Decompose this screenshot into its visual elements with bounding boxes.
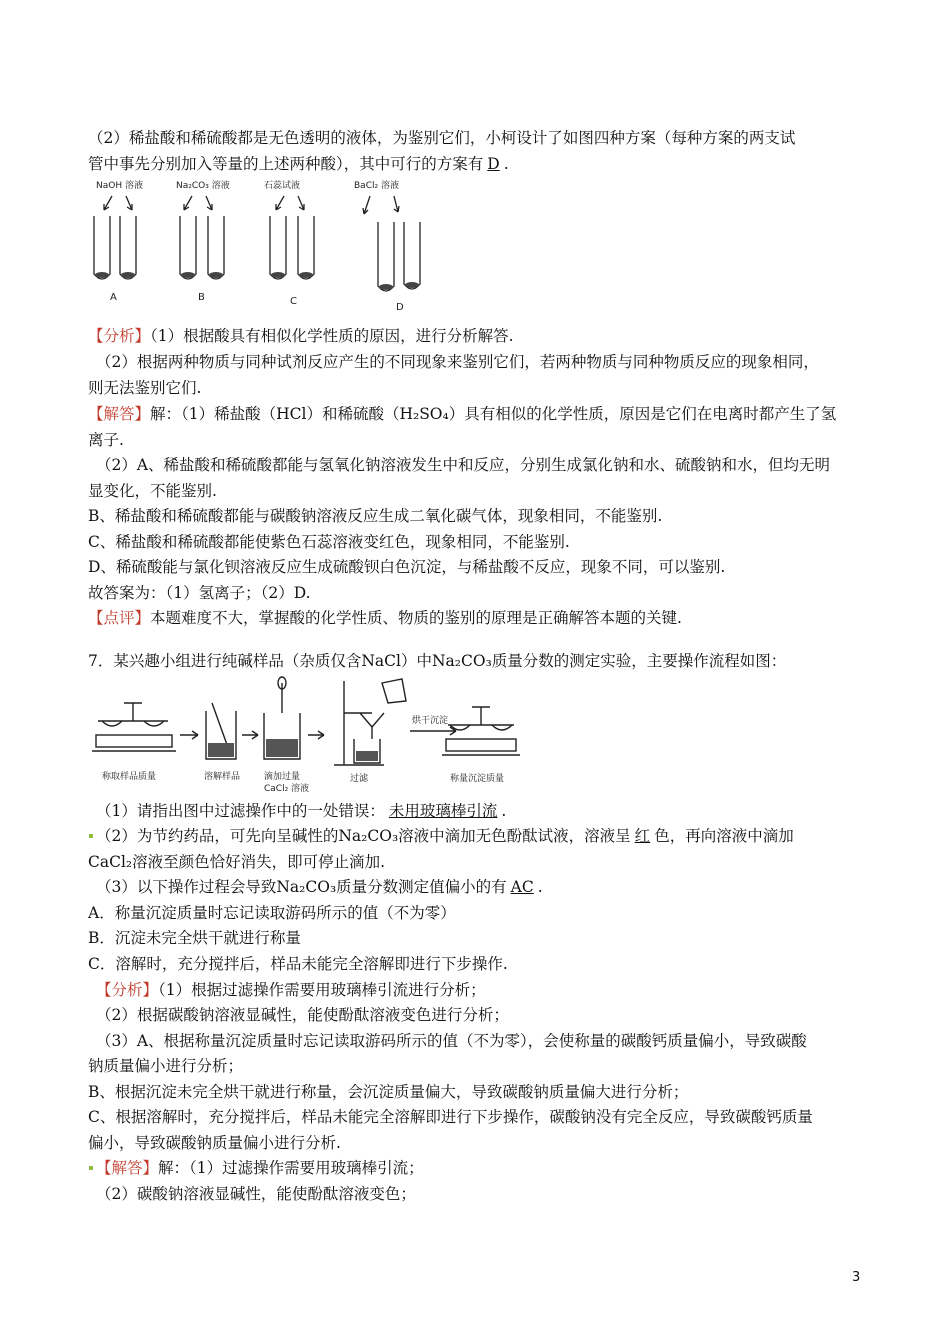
- q6-solution-d: D、稀硫酸能与氯化钡溶液反应生成硫酸钡白色沉淀，与稀盐酸不反应，现象不同，可以鉴别.: [88, 558, 726, 576]
- q7-part2: （2）为节约药品，可先向呈碱性的Na₂CO₃溶液中滴加无色酚酞试液，溶液呈 红 色，再向溶液中滴加: [96, 827, 794, 845]
- q7-option-c: C．溶解时，充分搅拌后，样品未能完全溶解即进行下步操作.: [88, 955, 508, 973]
- q7-solution-2: （2）碳酸钠溶液显碱性，能使酚酞溶液变色；: [96, 1185, 416, 1203]
- q7-p3-blank: AC: [510, 878, 534, 896]
- q6-solution-1b: 离子.: [88, 431, 124, 449]
- q7-option-a: A．称量沉淀质量时忘记读取游码所示的值（不为零）: [88, 904, 456, 922]
- q7-option-b: B．沉淀未完全烘干就进行称量: [88, 929, 301, 947]
- q7-procedure-figure: [88, 673, 524, 795]
- reagent-na2co3: Na₂CO₃ 溶液: [176, 181, 230, 191]
- q6-answer-blank: D: [487, 155, 500, 173]
- page-number: 3: [852, 1270, 861, 1285]
- step-dissolve: 溶解样品: [204, 772, 241, 782]
- q7-analysis-ca: C、根据溶解时，充分搅拌后，样品未能完全溶解即进行下步操作，碳酸钠没有完全反应，导致碳酸钙质量: [88, 1108, 813, 1126]
- q6-analysis-2b: 则无法鉴别它们.: [88, 379, 202, 397]
- q6-solution-c: C、稀盐酸和稀硫酸都能使紫色石蕊溶液变红色，现象相同，不能鉴别.: [88, 533, 570, 551]
- step-filter: 过滤: [350, 774, 369, 784]
- step-weigh-precipitate: 称量沉淀质量: [450, 774, 505, 784]
- label-b: B: [198, 292, 205, 303]
- q6-analysis-1: 【分析】（1）根据酸具有相似化学性质的原因，进行分析解答.: [88, 327, 514, 345]
- step-weigh-sample: 称取样品质量: [102, 772, 157, 782]
- q6-comment: 【点评】本题难度不大，掌握酸的化学性质、物质的鉴别的原理是正确解答本题的关键.: [88, 609, 682, 627]
- q6-solution-1a: 【解答】解：（1）稀盐酸（HCl）和稀硫酸（H₂SO₄）具有相似的化学性质，原因是它们在电离时都产生了氢: [88, 405, 837, 423]
- step-add-excess: 滴加过量: [264, 772, 301, 782]
- q7-solution-1: 【解答】解：（1）过滤操作需要用玻璃棒引流；: [96, 1159, 424, 1177]
- q7-stem: 7．某兴趣小组进行纯碱样品（杂质仅含NaCl）中Na₂CO₃质量分数的测定实验，主要操作流程如图：: [88, 652, 787, 670]
- q7-analysis-cb: 偏小，导致碳酸钠质量偏小进行分析.: [88, 1134, 341, 1152]
- label-a: A: [110, 292, 117, 303]
- arrow-dry-precipitate: 烘干沉淀: [412, 716, 449, 726]
- q6-test-tube-figure: [88, 176, 433, 314]
- q7-analysis-2: （2）根据碳酸钠溶液显碱性，能使酚酞溶液变色进行分析；: [96, 1006, 509, 1024]
- reagent-bacl2: BaCl₂ 溶液: [354, 181, 399, 191]
- q7-analysis-3b: 钠质量偏小进行分析；: [88, 1057, 244, 1075]
- q7-p2-blank: 红: [634, 827, 651, 845]
- q7-part3: （3）以下操作过程会导致Na₂CO₃质量分数测定值偏小的有 AC .: [96, 878, 543, 896]
- q6-part2-line2: 管中事先分别加入等量的上述两种酸），其中可行的方案有 D .: [88, 155, 509, 173]
- q7-p1-blank: 未用玻璃棒引流: [388, 802, 498, 820]
- q6-solution-b: B、稀盐酸和稀硫酸都能与碳酸钠溶液反应生成二氧化碳气体，现象相同，不能鉴别.: [88, 507, 663, 525]
- q6-solution-2b: 显变化，不能鉴别.: [88, 482, 217, 500]
- margin-mark: [89, 834, 93, 838]
- q7-analysis-b: B、根据沉淀未完全烘干就进行称量，会沉淀质量偏大，导致碳酸钠质量偏大进行分析；: [88, 1083, 689, 1101]
- q6-analysis-2a: （2）根据两种物质与同种试剂反应产生的不同现象来鉴别它们，若两种物质与同种物质反应的现象相同，: [96, 353, 819, 371]
- q7-part2-line2: CaCl₂溶液至颜色恰好消失，即可停止滴加.: [88, 853, 386, 871]
- reagent-litmus: 石蕊试液: [264, 181, 301, 191]
- label-c: C: [290, 296, 297, 307]
- label-d: D: [396, 302, 404, 313]
- q7-part1: （1）请指出图中过滤操作中的一处错误： 未用玻璃棒引流 .: [96, 802, 507, 820]
- q7-analysis-3a: （3）A、根据称量沉淀质量时忘记读取游码所示的值（不为零），会使称量的碳酸钙质量偏小，导致碳酸: [96, 1032, 807, 1050]
- q6-final-answer: 故答案为：（1）氢离子；（2）D.: [88, 584, 311, 602]
- q6-part2-line1: （2）稀盐酸和稀硫酸都是无色透明的液体，为鉴别它们，小柯设计了如图四种方案（每种方案的两支试: [88, 129, 796, 147]
- step-cacl2: CaCl₂ 溶液: [264, 784, 310, 794]
- q6-solution-2a: （2）A、稀盐酸和稀硫酸都能与氢氧化钠溶液发生中和反应，分别生成氯化钠和水、硫酸钠和水，但均无明: [96, 456, 831, 474]
- q7-analysis-1: 【分析】（1）根据过滤操作需要用玻璃棒引流进行分析；: [96, 981, 486, 999]
- margin-mark: [89, 1166, 93, 1170]
- reagent-naoh: NaOH 溶液: [96, 181, 143, 191]
